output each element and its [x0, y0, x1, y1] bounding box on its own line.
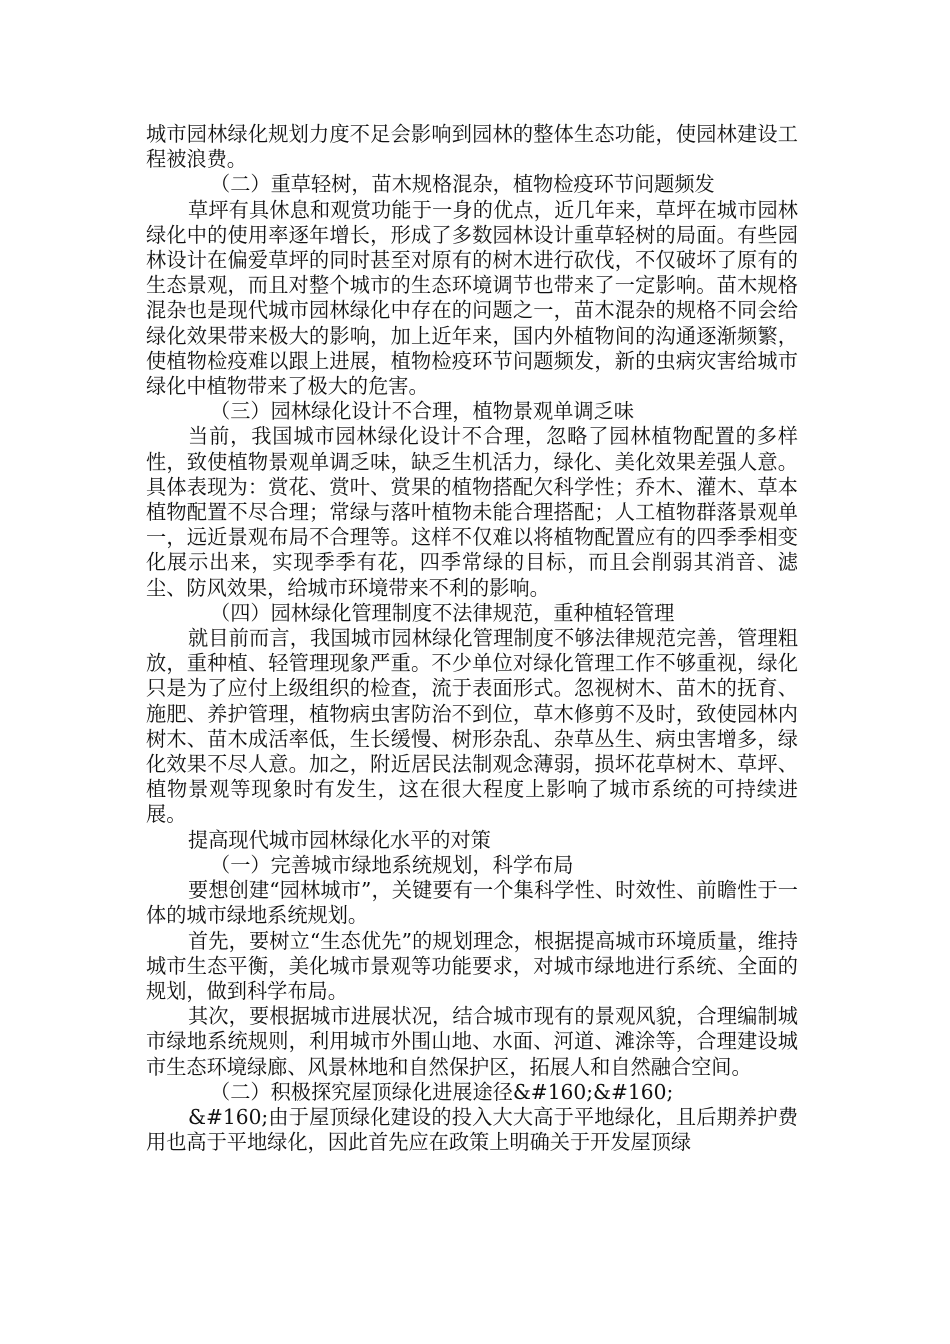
paragraph-second: 其次，要根据城市进展状况，结合城市现有的景观风貌，合理编制城市绿地系统规则，利用城市外围山地、水面、河道、滩涂等，合理建设城市生态环境绿廊、风景林地和自然保护区，拓展人和自然融合空间。 [146, 1004, 798, 1079]
heading-countermeasure-2: （二）积极探究屋顶绿化进展途径&#160;&#160; [210, 1079, 674, 1104]
heading-countermeasure-1: （一）完善城市绿地系统规划，科学布局 [210, 852, 574, 877]
paragraph-management: 就目前而言，我国城市园林绿化管理制度不够法律规范完善，管理粗放，重种植、轻管理现象严重。不少单位对绿化管理工作不够重视，绿化只是为了应付上级组织的检查，流于表面形式。忽视树木、苗木的抚育、施肥、养护管理，植物病虫害防治不到位，草木修剪不及时，致使园林内树木、苗木成活率低，生长缓慢、树形杂乱、杂草丛生、病虫害增多，绿化效果不尽人意。加之，附近居民法制观念薄弱，损坏花草树木、草坪、植物景观等现象时有发生，这在很大程度上影响了城市系统的可持续进展。 [146, 626, 798, 827]
heading-subsection-4: （四）园林绿化管理制度不法律规范，重种植轻管理 [210, 600, 675, 625]
paragraph-design: 当前，我国城市园林绿化设计不合理，忽略了园林植物配置的多样性，致使植物景观单调乏味，缺乏生机活力，绿化、美化效果差强人意。具体表现为：赏花、赏叶、赏果的植物搭配欠科学性；乔木、灌木、草本植物配置不尽合理；常绿与落叶植物未能合理搭配；人工植物群落景观单一，远近景观布局不合理等。这样不仅难以将植物配置应有的四季季相变化展示出来，实现季季有花，四季常绿的目标，而且会削弱其消音、滤尘、防风效果，给城市环境带来不利的影响。 [146, 424, 798, 600]
paragraph-roof-greening: &#160;由于屋顶绿化建设的投入大大高于平地绿化，且后期养护费用也高于平地绿化，因此首先应在政策上明确关于开发屋顶绿 [146, 1104, 798, 1155]
paragraph-intro: 城市园林绿化规划力度不足会影响到园林的整体生态功能，使园林建设工程被浪费。 [146, 122, 798, 172]
document-body [146, 122, 798, 1155]
heading-section-countermeasures: 提高现代城市园林绿化水平的对策 [188, 827, 491, 852]
heading-subsection-3: （三）园林绿化设计不合理，植物景观单调乏味 [210, 399, 634, 424]
paragraph-lawn: 草坪有具休息和观赏功能于一身的优点，近几年来，草坪在城市园林绿化中的使用率逐年增长，形成了多数园林设计重草轻树的局面。有些园林设计在偏爱草坪的同时甚至对原有的树木进行砍伐，不仅破坏了原有的生态景观，而且对整个城市的生态环境调节也带来了一定影响。苗木规格混杂也是现代城市园林绿化中存在的问题之一，苗木混杂的规格不同会给绿化效果带来极大的影响，加上近年来，国内外植物间的沟通逐渐频繁，使植物检疫难以跟上进展，植物检疫环节问题频发，新的虫病灾害给城市绿化中植物带来了极大的危害。 [146, 197, 798, 399]
heading-subsection-2: （二）重草轻树，苗木规格混杂，植物检疫环节问题频发 [210, 172, 715, 197]
paragraph-garden-city: 要想创建“园林城市”，关键要有一个集科学性、时效性、前瞻性于一体的城市绿地系统规划。 [146, 878, 798, 928]
paragraph-first: 首先，要树立“生态优先”的规划理念，根据提高城市环境质量，维持城市生态平衡，美化城市景观等功能要求，对城市绿地进行系统、全面的规划，做到科学布局。 [146, 928, 798, 1003]
